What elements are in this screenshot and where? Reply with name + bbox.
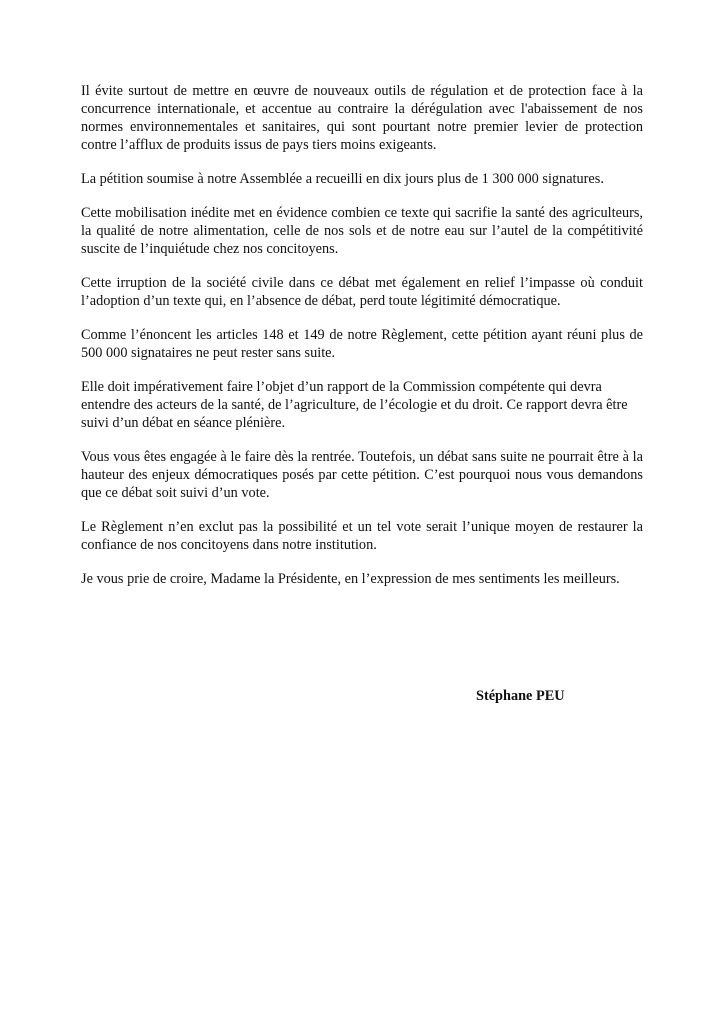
paragraph-regulation: Il évite surtout de mettre en œuvre de nouveaux outils de régulation et de protection face à la concurrence internationale, et accentue au contraire la dérégulation avec l'abaissement de nos normes environnementales et sanitaires, qui sont pourtant notre premier levier de protection contre l’afflux de produits issus de pays tiers moins exigeants. xyxy=(81,83,643,153)
paragraph-reglement-articles: Comme l’énoncent les articles 148 et 149 de notre Règlement, cette pétition ayant réuni plus de 500 000 signataires ne peut rester sans suite. xyxy=(81,327,643,361)
paragraph-closing-formula: Je vous prie de croire, Madame la Présidente, en l’expression de mes sentiments les meilleurs. xyxy=(81,571,620,587)
paragraph-civil-society: Cette irruption de la société civile dans ce débat met également en relief l’impasse où conduit l’adoption d’un texte qui, en l’absence de débat, perd toute légitimité démocratique. xyxy=(81,275,643,309)
paragraph-petition-signatures: La pétition soumise à notre Assemblée a recueilli en dix jours plus de 1 300 000 signatures. xyxy=(81,171,604,187)
letter-body xyxy=(81,82,643,604)
paragraph-restore-confidence: Le Règlement n’en exclut pas la possibilité et un tel vote serait l’unique moyen de restaurer la confiance de nos concitoyens dans notre institution. xyxy=(81,519,643,553)
paragraph-commission-report: Elle doit impérativement faire l’objet d’un rapport de la Commission compétente qui devra entendre des acteurs de la santé, de l’agriculture, de l’écologie et du droit. Ce rapport devra être suivi d’un débat en séance plénière. xyxy=(81,379,628,431)
paragraph-mobilisation: Cette mobilisation inédite met en évidence combien ce texte qui sacrifie la santé des agriculteurs, la qualité de notre alimentation, celle de nos sols et de notre eau sur l’autel de la compétitivité suscite de l’inquiétude chez nos concitoyens. xyxy=(81,205,643,257)
signature-name: Stéphane PEU xyxy=(476,688,565,704)
paragraph-debate-vote: Vous vous êtes engagée à le faire dès la rentrée. Toutefois, un débat sans suite ne pourrait être à la hauteur des enjeux démocratiques posés par cette pétition. C’est pourquoi nous vous demandons que ce débat soit suivi d’un vote. xyxy=(81,449,643,501)
